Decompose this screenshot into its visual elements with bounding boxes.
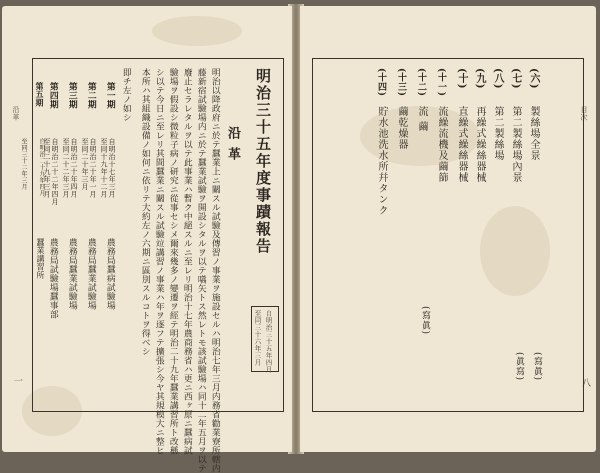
period-date-start: 自明治二十年四月 (70, 138, 78, 198)
running-head: 目次 (580, 106, 588, 121)
text-frame (312, 58, 584, 412)
paragraph-line: 藤新宿試驗場内ニ於テ蠶業試驗ヲ開設シタルヲ以テ嚆矢トス然レトモ該試驗場ハ同十二年五月ヲ以テ (195, 68, 206, 473)
paragraph-line: 廢止セラレタルヲ以テ此事業ハ暫ク中絕スルニ至レリ明治十七年農商務省ハ更ニ西ヶ原ニ蠶病試 (181, 68, 192, 455)
title-date-start: 自明治三十五年四月 (264, 310, 273, 373)
paragraph-line: シ以テ今日ニ至レリ其間蠶業ニ關スル試驗竝講習ノ事業ハ年ヲ逐フテ擴張シ今ヤ其規模大ニ整ヒ (153, 68, 164, 455)
period-label: 第一期 (104, 82, 115, 109)
period-name: 蠶業講習所 (36, 238, 45, 279)
period-date-start: 自明治十七年三月 (108, 138, 116, 198)
period-date-end: 至同二十九年三月 (43, 138, 51, 198)
toc-entry-number: (十二) (416, 68, 426, 97)
period-name: 農務局蠶業試驗場 (85, 238, 96, 310)
toc-entry-title: 製絲場全景 (528, 106, 539, 161)
paragraph-line: 驗場ヲ假設シ微粒子病ノ研究ニ從事セシメ爾來幾多ノ變遷ヲ經テ明治二十九年蠶業講習所ト改稱 (167, 68, 178, 455)
periods-intro: 即チ左ノ如シ (120, 68, 131, 122)
period-date-start: 自明治二十二年四月 (51, 138, 59, 206)
period-label: 第三期 (66, 82, 77, 109)
right-page (300, 6, 596, 452)
period-name: 農務局蠶病試驗場 (104, 238, 115, 310)
page-number: 八 (580, 378, 590, 388)
period-date-end: 至同二十年三月 (81, 138, 89, 191)
report-title: 明治三十五年度事蹟報告 (254, 68, 272, 255)
period-date-start: 自明治二十九年四月 (38, 138, 45, 197)
period-date-end: 至同三十二年三月 (20, 138, 27, 190)
section-heading: 沿革 (225, 126, 240, 168)
toc-entry-title: 再繰式繰絲器械 (474, 106, 485, 183)
toc-entry-number: (十三) (396, 68, 406, 97)
running-head: 沿革 (12, 106, 20, 121)
period-date-end: 至同二十二年三月 (62, 138, 70, 198)
toc-entry-title: 第二製絲場 (492, 106, 503, 161)
toc-entry-title: 貯水池洗水所幷タンク (376, 106, 387, 216)
toc-entry-title: 流 繭 (416, 106, 427, 133)
paper-stain (152, 16, 242, 46)
toc-entry-number: (八) (492, 68, 503, 89)
toc-entry-note: (寫眞) (532, 352, 542, 382)
period-date-start: 自明治二十年一月 (89, 138, 97, 198)
toc-entry-title: 繭乾燥器 (396, 106, 407, 150)
title-date-end: 至同三十六年三月 (253, 310, 262, 366)
period-label: 第五期 (35, 82, 45, 107)
toc-entry-number: (七) (510, 68, 521, 89)
toc-entry-note: (眞寫) (514, 352, 524, 382)
period-date-end: 至同十九年十二月 (100, 138, 108, 198)
left-page (2, 6, 292, 473)
page-number: 一 (12, 376, 22, 386)
toc-entry-number: (十四) (376, 68, 386, 97)
toc-entry-number: (六) (528, 68, 539, 89)
toc-entry-number: (九) (474, 68, 485, 89)
period-name: 農務局蠶業試驗場 (66, 238, 77, 310)
toc-entry-title: 直繰式繰絲器械 (456, 106, 467, 183)
paragraph-line: 明治以降政府ニ於テ蠶業上ニ關スル試驗及傳習ノ事業ヲ施設セルハ明治七年三月内務省勸業寮所轄内 (209, 68, 220, 473)
period-label: 第二期 (85, 82, 96, 109)
toc-entry-note: (寫眞) (420, 306, 430, 336)
toc-entry-number: (十) (456, 68, 467, 89)
toc-entry-title: 流繰流機及繭篩 (436, 106, 447, 183)
period-label: 第四期 (47, 82, 58, 109)
toc-entry-number: (十一) (436, 68, 446, 97)
paragraph-line: 本所ハ其組織設備ノ如何ニ依リテ大約左ノ六期ニ區別スルコトヲ得ベシ (139, 68, 150, 356)
toc-entry-title: 第二製絲場內景 (510, 106, 521, 183)
period-name: 農務局試驗場蠶事部 (47, 238, 58, 319)
